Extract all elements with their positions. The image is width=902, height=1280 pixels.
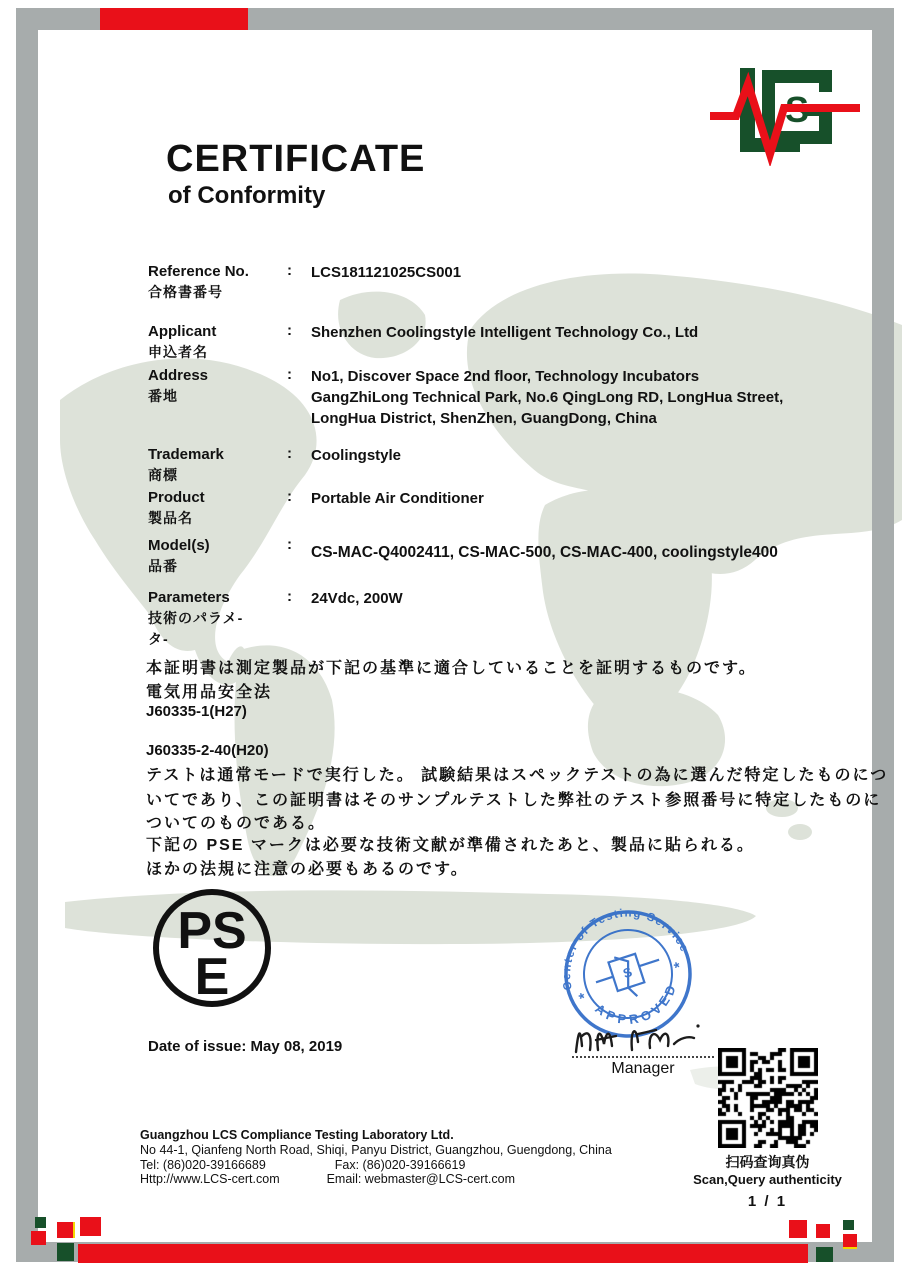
field-label: Parameters [148, 589, 230, 606]
statement-line1: 本証明書は測定製品が下記の基準に適合していることを証明するものです。 [146, 660, 757, 677]
field-label: Model(s) [148, 537, 210, 554]
deco-square-green [57, 1243, 74, 1261]
standard-2: J60335-2-40(H20) [146, 742, 269, 759]
deco-square-red [789, 1220, 807, 1238]
certificate-subtitle: of Conformity [168, 182, 326, 209]
stamp-center-letter: S [621, 964, 634, 982]
deco-square-red [57, 1222, 75, 1238]
test-note-line4: 下記の PSE マークは必要な技術文献が準備されたあと、製品に貼られる。 [146, 837, 755, 854]
field-label: Applicant [148, 323, 217, 340]
manager-label: Manager [611, 1060, 675, 1077]
standard-1: J60335-1(H27) [146, 703, 247, 720]
field-label-jp: 品番 [148, 558, 178, 574]
qr-caption-en: Scan,Query authenticity [693, 1172, 842, 1187]
field-label-jp: 合格書番号 [148, 284, 223, 300]
field-label-jp2: タ- [148, 631, 169, 647]
colon: : [287, 536, 292, 553]
footer-company: Guangzhou LCS Compliance Testing Laboratory Ltd. [140, 1128, 454, 1142]
page-number: 1 / 1 [747, 1193, 788, 1210]
footer-tel: Tel: (86)020-39166689 [140, 1158, 266, 1172]
field-product [148, 488, 798, 529]
colon: : [287, 488, 292, 505]
colon: : [287, 366, 292, 383]
field-label: Trademark [148, 446, 224, 463]
svg-text:Center of Testing Service [548, 894, 691, 993]
test-note-line5: ほかの法規に注意の必要もあるのです。 [146, 861, 469, 878]
colon: : [287, 445, 292, 462]
footer-fax: Fax: (86)020-39166619 [334, 1158, 466, 1172]
test-note-line3: ついてのものである。 [146, 815, 327, 832]
bottom-red-bar [78, 1244, 808, 1263]
field-models [148, 536, 798, 577]
qr-caption-cn: 扫码查询真伪 [725, 1154, 810, 1170]
frame-left [16, 8, 38, 1262]
stamp-arc-top: Center of Testing Service [561, 907, 691, 992]
address-line2: GangZhiLong Technical Park, No.6 QingLong RD, LongHua Street, [311, 389, 784, 406]
field-label: Address [148, 367, 209, 384]
field-reference [148, 262, 798, 303]
frame-right [872, 8, 894, 1262]
address-line1: No1, Discover Space 2nd floor, Technology Incubators [311, 368, 700, 385]
field-label: Product [148, 489, 205, 506]
footer-web[interactable]: Http://www.LCS-cert.com [140, 1172, 280, 1186]
signature-line [572, 1042, 714, 1058]
deco-square-green [843, 1220, 854, 1230]
colon: : [287, 262, 292, 279]
svg-text:S: S [784, 89, 810, 130]
field-value: 24Vdc, 200W [311, 590, 403, 607]
field-address [148, 366, 798, 429]
footer-email[interactable]: Email: webmaster@LCS-cert.com [326, 1172, 516, 1186]
field-parameters [148, 588, 798, 650]
deco-square-red [31, 1231, 46, 1245]
pse-mark-icon [150, 886, 275, 1011]
deco-square-green [816, 1247, 833, 1262]
field-value: LCS181121025CS001 [311, 264, 462, 281]
field-label-jp: 申込者名 [148, 344, 208, 360]
statement-line2: 電気用品安全法 [146, 684, 273, 701]
field-label-jp: 商標 [148, 467, 178, 483]
deco-square-red [816, 1224, 830, 1238]
qr-code-icon [718, 1048, 818, 1148]
field-value: Portable Air Conditioner [311, 490, 484, 507]
pse-e: E [194, 948, 230, 1006]
colon: : [287, 322, 292, 339]
lcs-logo-icon [710, 62, 860, 166]
deco-square-green [35, 1217, 46, 1228]
field-label-jp: 製品名 [148, 510, 193, 526]
field-value: Coolingstyle [311, 447, 402, 464]
footer-address: No 44-1, Qianfeng North Road, Shiqi, Panyu District, Guangzhou, Guengdong, China [140, 1143, 612, 1157]
colon: : [287, 588, 292, 605]
stamp-star-left: * [576, 989, 588, 1008]
field-applicant [148, 322, 798, 363]
stamp-arc-bottom: APPROVED [592, 979, 680, 1028]
field-label: Reference No. [148, 263, 249, 280]
stamp-star-right: * [672, 958, 683, 977]
date-of-issue: Date of issue: May 08, 2019 [148, 1038, 343, 1055]
deco-square-red [843, 1234, 857, 1249]
field-value: Shenzhen Coolingstyle Intelligent Technology Co., Ltd [311, 324, 699, 341]
deco-square-red [80, 1217, 101, 1236]
field-label-jp: 技術のパラメ- [148, 610, 244, 626]
field-value: CS-MAC-Q4002411, CS-MAC-500, CS-MAC-400, coolingstyle400 [311, 544, 778, 561]
field-trademark [148, 445, 798, 486]
pse-ps: PS [177, 902, 247, 960]
top-red-segment [100, 8, 248, 30]
certificate-title: CERTIFICATE [166, 138, 426, 180]
address-line3: LongHua District, ShenZhen, GuangDong, China [311, 410, 657, 427]
test-note-line1: テストは通常モードで実行した。 試験結果はスペックテストの為に選んだ特定したものにつ [146, 767, 889, 784]
test-note-line2: いてであり、この証明書はそのサンプルテストした弊社のテスト参照番号に特定したものに [146, 792, 882, 809]
field-label-jp: 番地 [148, 388, 178, 404]
